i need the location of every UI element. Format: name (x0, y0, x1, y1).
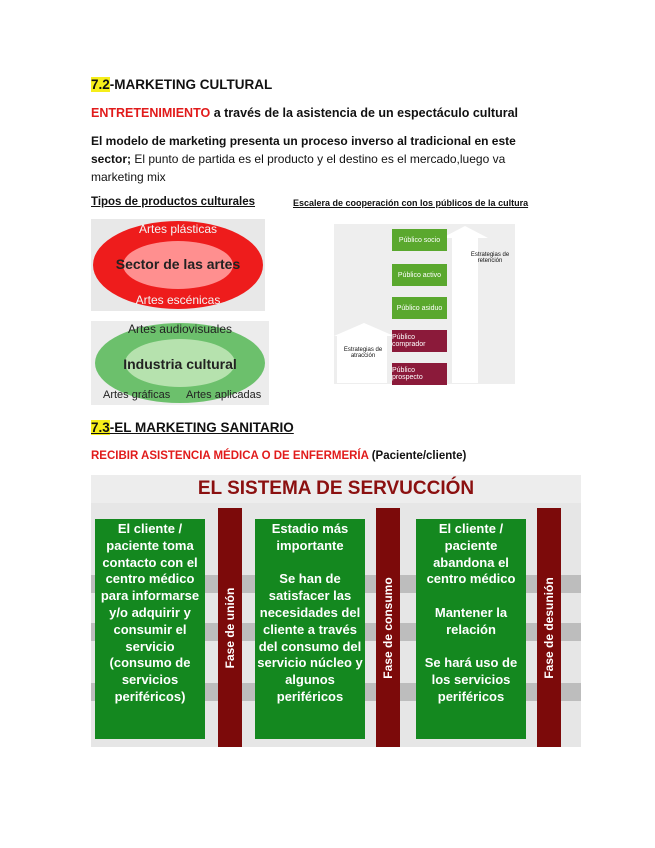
phase3-bar (537, 508, 561, 747)
arts-sector-diagram (91, 219, 265, 311)
cooperation-ladder-diagram (334, 224, 515, 384)
retention-arrow-head (442, 226, 488, 238)
industry-bottom-left-label: Artes gráficas (103, 389, 171, 401)
section-title: -MARKETING CULTURAL (109, 77, 273, 92)
phase2-description: Estadio más importante Se han de satisfacer las necesidades del cliente a través del consumo del servicio núcleo y algunos periféricos (255, 519, 365, 739)
attraction-arrow-head (334, 323, 394, 336)
section-title: -EL MARKETING SANITARIO (109, 420, 294, 435)
attraction-arrow (337, 336, 387, 383)
ladder-step-activo: Público activo (392, 264, 447, 286)
subtitle-rest-text: (Paciente/cliente) (368, 450, 467, 462)
industry-top-label: Artes audiovisuales (127, 322, 233, 336)
phase2-bar (376, 508, 400, 747)
section-7-3-heading (91, 420, 294, 435)
phase1-description: El cliente / paciente toma contacto con el centro médico para informarse y/o adquirir y consumir el servicio (consumo de servicios periféricos) (95, 519, 205, 739)
cultural-industry-diagram (91, 321, 269, 405)
paragraph-bold: El modelo de marketing presenta un proceso inverso al tradicional en este sector; (91, 134, 516, 166)
ladder-step-prospecto: Público prospecto (392, 363, 447, 385)
phase3-description: El cliente / paciente abandona el centro médico Mantener la relación Se hará uso de los servicios periféricos (416, 519, 526, 739)
section-7-2-paragraph (91, 132, 536, 186)
section-7-2-subtitle (91, 106, 518, 120)
ladder-step-asiduo: Público asiduo (392, 297, 447, 319)
ladder-step-socio: Público socio (392, 229, 447, 251)
ladder-heading: Escalera de cooperación con los públicos de la cultura (293, 198, 529, 208)
arts-top-label: Artes plásticas (138, 222, 218, 236)
arts-center-label: Sector de las artes (115, 256, 241, 272)
subtitle-red-text: ENTRETENIMIENTO (91, 106, 211, 120)
ladder-step-comprador: Público comprador (392, 330, 447, 352)
section-7-3-subtitle (91, 450, 466, 462)
attraction-label: Estrategias de atracción (343, 347, 383, 359)
section-number: 7.2 (91, 77, 110, 92)
types-heading: Tipos de productos culturales (91, 196, 256, 208)
subtitle-rest-text: a través de la asistencia de un espectáculo cultural (210, 106, 519, 120)
industry-bottom-right-label: Artes aplicadas (186, 389, 262, 401)
servuccion-diagram (91, 475, 581, 747)
industry-center-label: Industria cultural (123, 356, 237, 372)
phase2-label: Fase de consumo (381, 576, 395, 679)
retention-label: Estrategias de retención (470, 252, 510, 264)
phase1-label: Fase de unión (223, 587, 237, 668)
servuccion-title: EL SISTEMA DE SERVUCCIÓN (91, 475, 581, 503)
phase1-bar (218, 508, 242, 747)
phase3-label: Fase de desunión (542, 576, 556, 679)
section-7-2-heading (91, 77, 272, 92)
section-number: 7.3 (91, 420, 110, 435)
paragraph-rest: El punto de partida es el producto y el destino es el mercado,luego va marketing mix (91, 152, 506, 184)
subtitle-red-text: RECIBIR ASISTENCIA MÉDICA O DE ENFERMERÍA (91, 450, 369, 462)
arts-bottom-label: Artes escénicas (135, 293, 221, 307)
